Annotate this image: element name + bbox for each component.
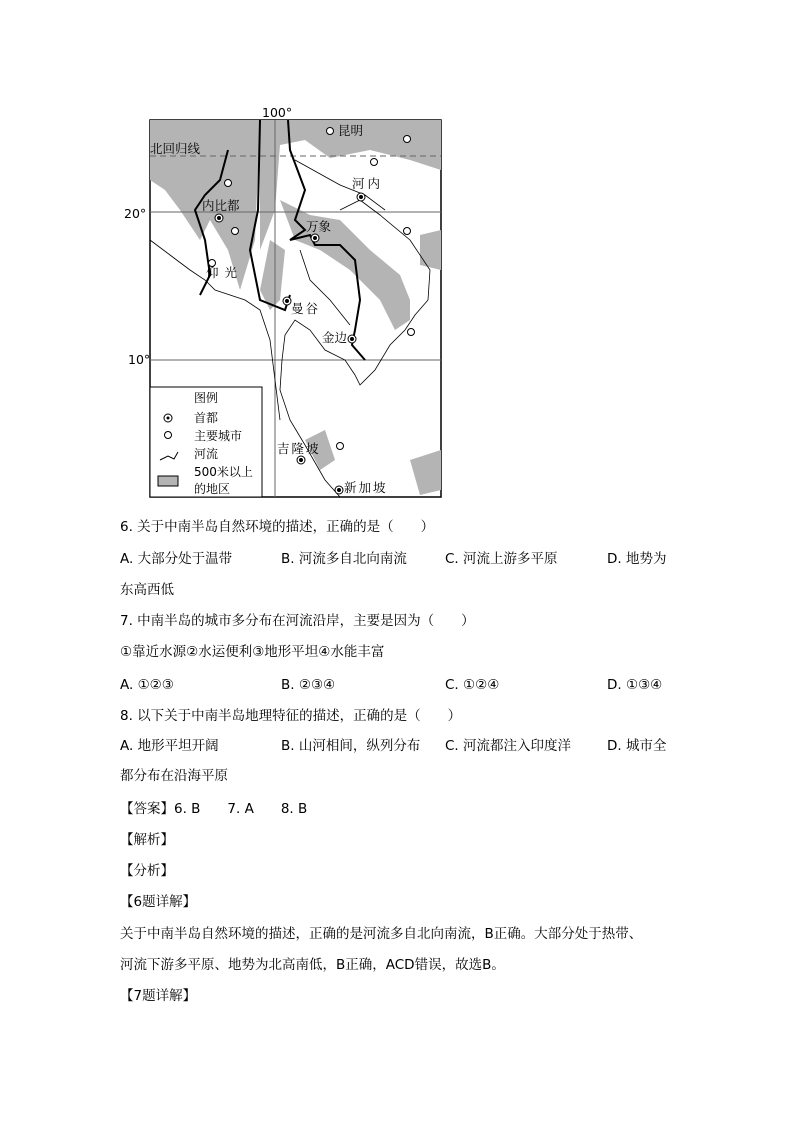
tropic-label: 北回归线 (150, 141, 201, 156)
city-yangon: 仰光 (206, 265, 244, 280)
legend-river: 河流 (194, 447, 219, 461)
city-bangkok: 曼谷 (291, 301, 321, 316)
city-kualalumpur: 吉隆坡 (277, 441, 321, 456)
q6-option-c: C. 河流上游多平原 (445, 551, 558, 567)
q6-option-a: A. 大部分处于温带 (120, 551, 233, 567)
detail-6-heading: 【6题详解】 (120, 894, 197, 910)
q8-option-d-wrap: 都分布在沿海平原 (120, 768, 228, 784)
lat-20-label: 20° (124, 206, 147, 221)
answer-line: 【答案】6. B 7. A 8. B (120, 801, 308, 817)
q7-option-d: D. ①③④ (607, 677, 663, 693)
legend-highland-2: 的地区 (194, 482, 231, 496)
q6-option-d: D. 地势为 (607, 551, 667, 567)
city-hanoi: 河内 (352, 176, 384, 191)
q7-items: ①靠近水源②水运便利③地形平坦④水能丰富 (120, 644, 385, 660)
detail-6-text-2: 河流下游多平原、地势为北高南低，B正确，ACD错误，故选B。 (120, 957, 505, 973)
lon-100-label: 100° (262, 105, 293, 120)
q7-option-c: C. ①②④ (445, 677, 500, 693)
indochina-map (110, 100, 450, 500)
city-phnompenh: 金边 (322, 330, 348, 345)
q8-option-b: B. 山河相间，纵列分布 (281, 738, 421, 754)
detail-6-text-1: 关于中南半岛自然环境的描述，正确的是河流多自北向南流，B正确。大部分处于热带、 (120, 926, 643, 942)
legend-capital: 首都 (194, 411, 219, 425)
detail-7-heading: 【7题详解】 (120, 988, 197, 1004)
legend-title: 图例 (194, 391, 219, 405)
analysis-heading: 【解析】 (120, 832, 174, 848)
q6-option-d-wrap: 东高西低 (120, 582, 174, 598)
q7-stem: 7. 中南半岛的城市多分布在河流沿岸，主要是因为（ ） (120, 613, 475, 629)
legend-highland-1: 500米以上 (194, 465, 253, 479)
lat-10-label: 10° (128, 352, 151, 367)
q7-option-b: B. ②③④ (281, 677, 336, 693)
q8-stem: 8. 以下关于中南半岛地理特征的描述，正确的是（ ） (120, 708, 462, 724)
q6-stem: 6. 关于中南半岛自然环境的描述，正确的是（ ） (120, 519, 435, 535)
city-naypyidaw: 内比都 (202, 198, 240, 213)
q8-option-c: C. 河流都注入印度洋 (445, 738, 572, 754)
q6-option-b: B. 河流多自北向南流 (281, 551, 407, 567)
city-singapore: 新加坡 (344, 480, 388, 495)
city-kunming: 昆明 (338, 123, 364, 138)
legend-major-city: 主要城市 (194, 429, 243, 443)
analysis-sub-heading: 【分析】 (120, 863, 174, 879)
map-graphic (110, 100, 450, 500)
q8-option-a: A. 地形平坦开阔 (120, 738, 219, 754)
q8-option-d: D. 城市全 (607, 738, 667, 754)
city-vientiane: 万象 (306, 219, 332, 234)
q7-option-a: A. ①②③ (120, 677, 174, 693)
